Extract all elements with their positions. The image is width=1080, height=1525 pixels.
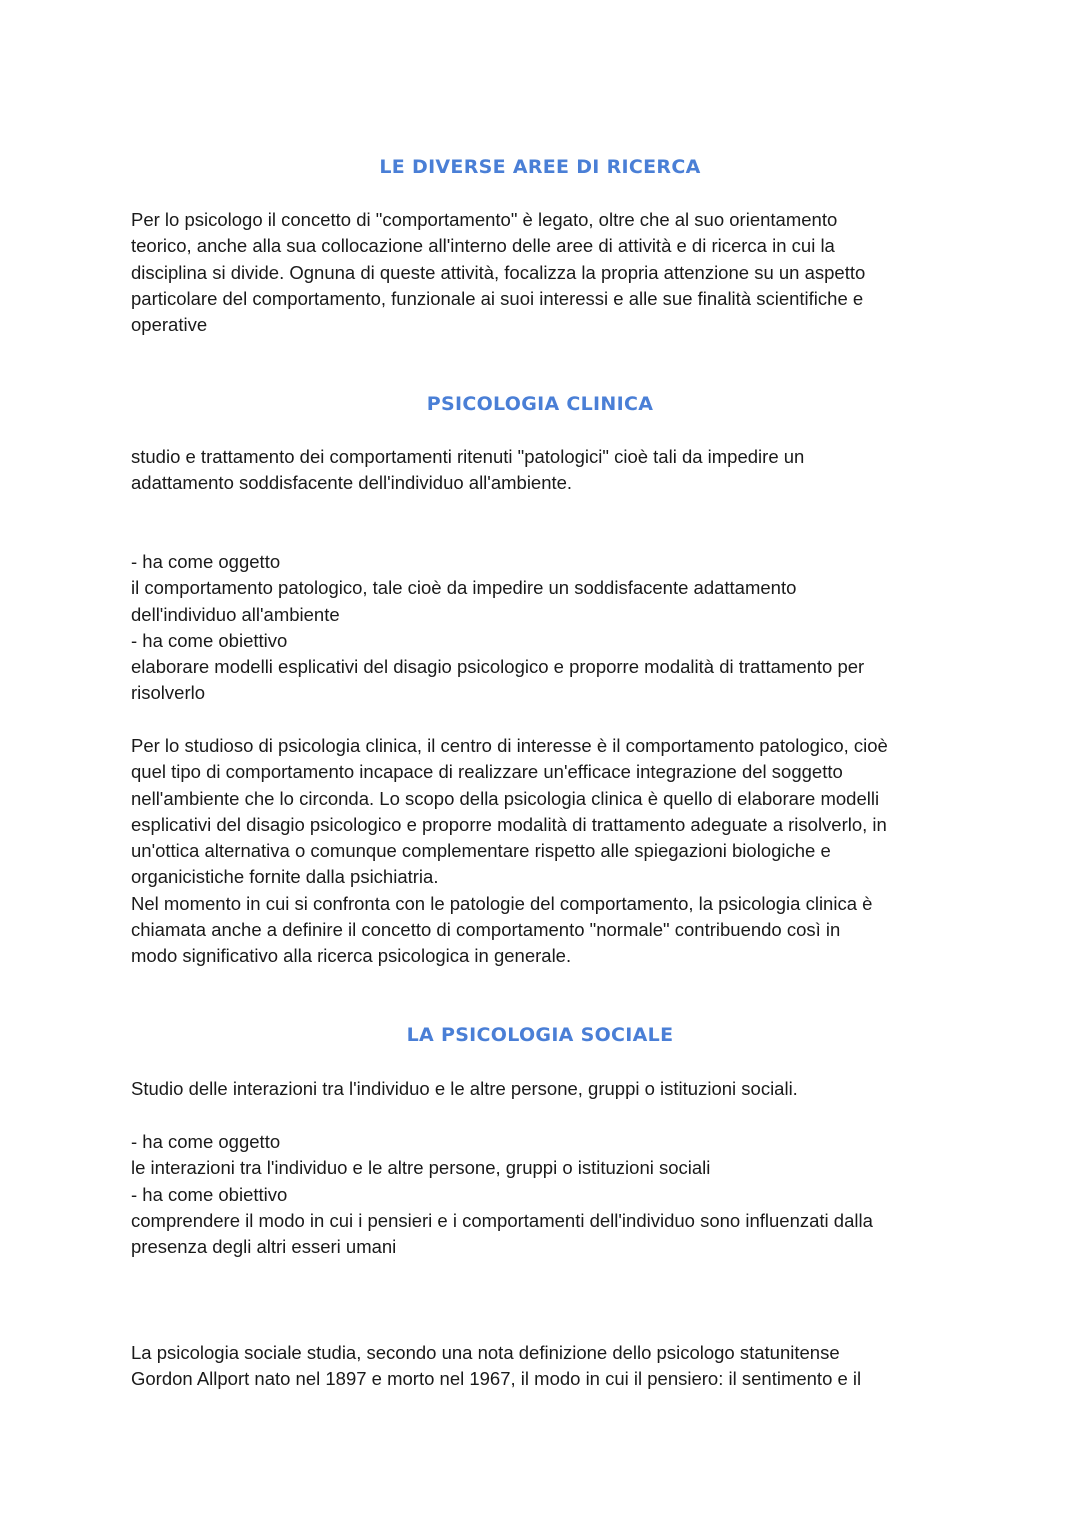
text-line: - ha come obiettivo [131,629,288,651]
text-line: Gordon Allport nato nel 1897 e morto nel 1967, il modo in cui il pensiero: il sentimento e il [131,1368,862,1390]
text-line: presenza degli altri esseri umani [131,1236,397,1258]
text-line: Studio delle interazioni tra l'individuo e le altre persone, gruppi o istituzioni sociali. [131,1078,798,1099]
text-line: adattamento soddisfacente dell'individuo all'ambiente. [131,472,573,494]
clinica-points [131,549,961,707]
text-line: modo significativo alla ricerca psicologica in generale. [131,945,572,967]
intro-paragraph [131,207,961,338]
text-line: operative [131,314,208,336]
text-line: studio e trattamento dei comportamenti ritenuti "patologici" cioè tali da impedire un [131,446,805,467]
heading-psicologia-sociale: LA PSICOLOGIA SOCIALE [406,1024,674,1046]
sociale-points [131,1129,961,1260]
text-line: particolare del comportamento, funzionale ai suoi interessi e alle sue finalità scientifiche e [131,287,864,309]
text-line: - ha come oggetto [131,551,281,572]
sociale-definition [131,1076,961,1102]
text-line: comprendere il modo in cui i pensieri e i comportamenti dell'individuo sono influenzati dalla [131,1209,873,1231]
text-line: teorico, anche alla sua collocazione all'interno delle aree di attività e di ricerca in cui la [131,235,835,257]
heading-aree-di-ricerca: LE DIVERSE AREE DI RICERCA [379,156,701,178]
text-line: il comportamento patologico, tale cioè da impedire un soddisfacente adattamento [131,577,797,599]
text-line: Per lo studioso di psicologia clinica, il centro di interesse è il comportamento patologico, cioè [131,735,888,756]
text-line: un'ottica alternativa o comunque complementare rispetto alle spiegazioni biologiche e [131,840,831,862]
text-line: quel tipo di comportamento incapace di realizzare un'efficace integrazione del soggetto [131,761,843,783]
text-line: - ha come oggetto [131,1131,281,1152]
text-line: dell'individuo all'ambiente [131,603,340,625]
text-line: elaborare modelli esplicativi del disagio psicologico e proporre modalità di trattamento per [131,656,865,678]
text-line: La psicologia sociale studia, secondo una nota definizione dello psicologo statunitense [131,1342,840,1363]
text-line: organicistiche fornite dalla psichiatria. [131,866,439,888]
text-line: esplicativi del disagio psicologico e proporre modalità di trattamento adeguate a risolverlo, in [131,813,887,835]
text-line: chiamata anche a definire il concetto di comportamento "normale" contribuendo così in [131,919,841,941]
sociale-body [131,1340,961,1393]
text-line: - ha come obiettivo [131,1183,288,1205]
clinica-body [131,733,961,970]
text-line: Nel momento in cui si confronta con le patologie del comportamento, la psicologia clinica è [131,892,873,914]
heading-psicologia-clinica: PSICOLOGIA CLINICA [426,393,654,415]
text-line: disciplina si divide. Ognuna di queste attività, focalizza la propria attenzione su un aspetto [131,261,866,283]
text-line: risolverlo [131,682,206,704]
text-line: Per lo psicologo il concetto di "comportamento" è legato, oltre che al suo orientamento [131,209,838,230]
clinica-definition [131,444,961,497]
text-line: nell'ambiente che lo circonda. Lo scopo della psicologia clinica è quello di elaborare modelli [131,787,880,809]
text-line: le interazioni tra l'individuo e le altre persone, gruppi o istituzioni sociali [131,1157,711,1179]
